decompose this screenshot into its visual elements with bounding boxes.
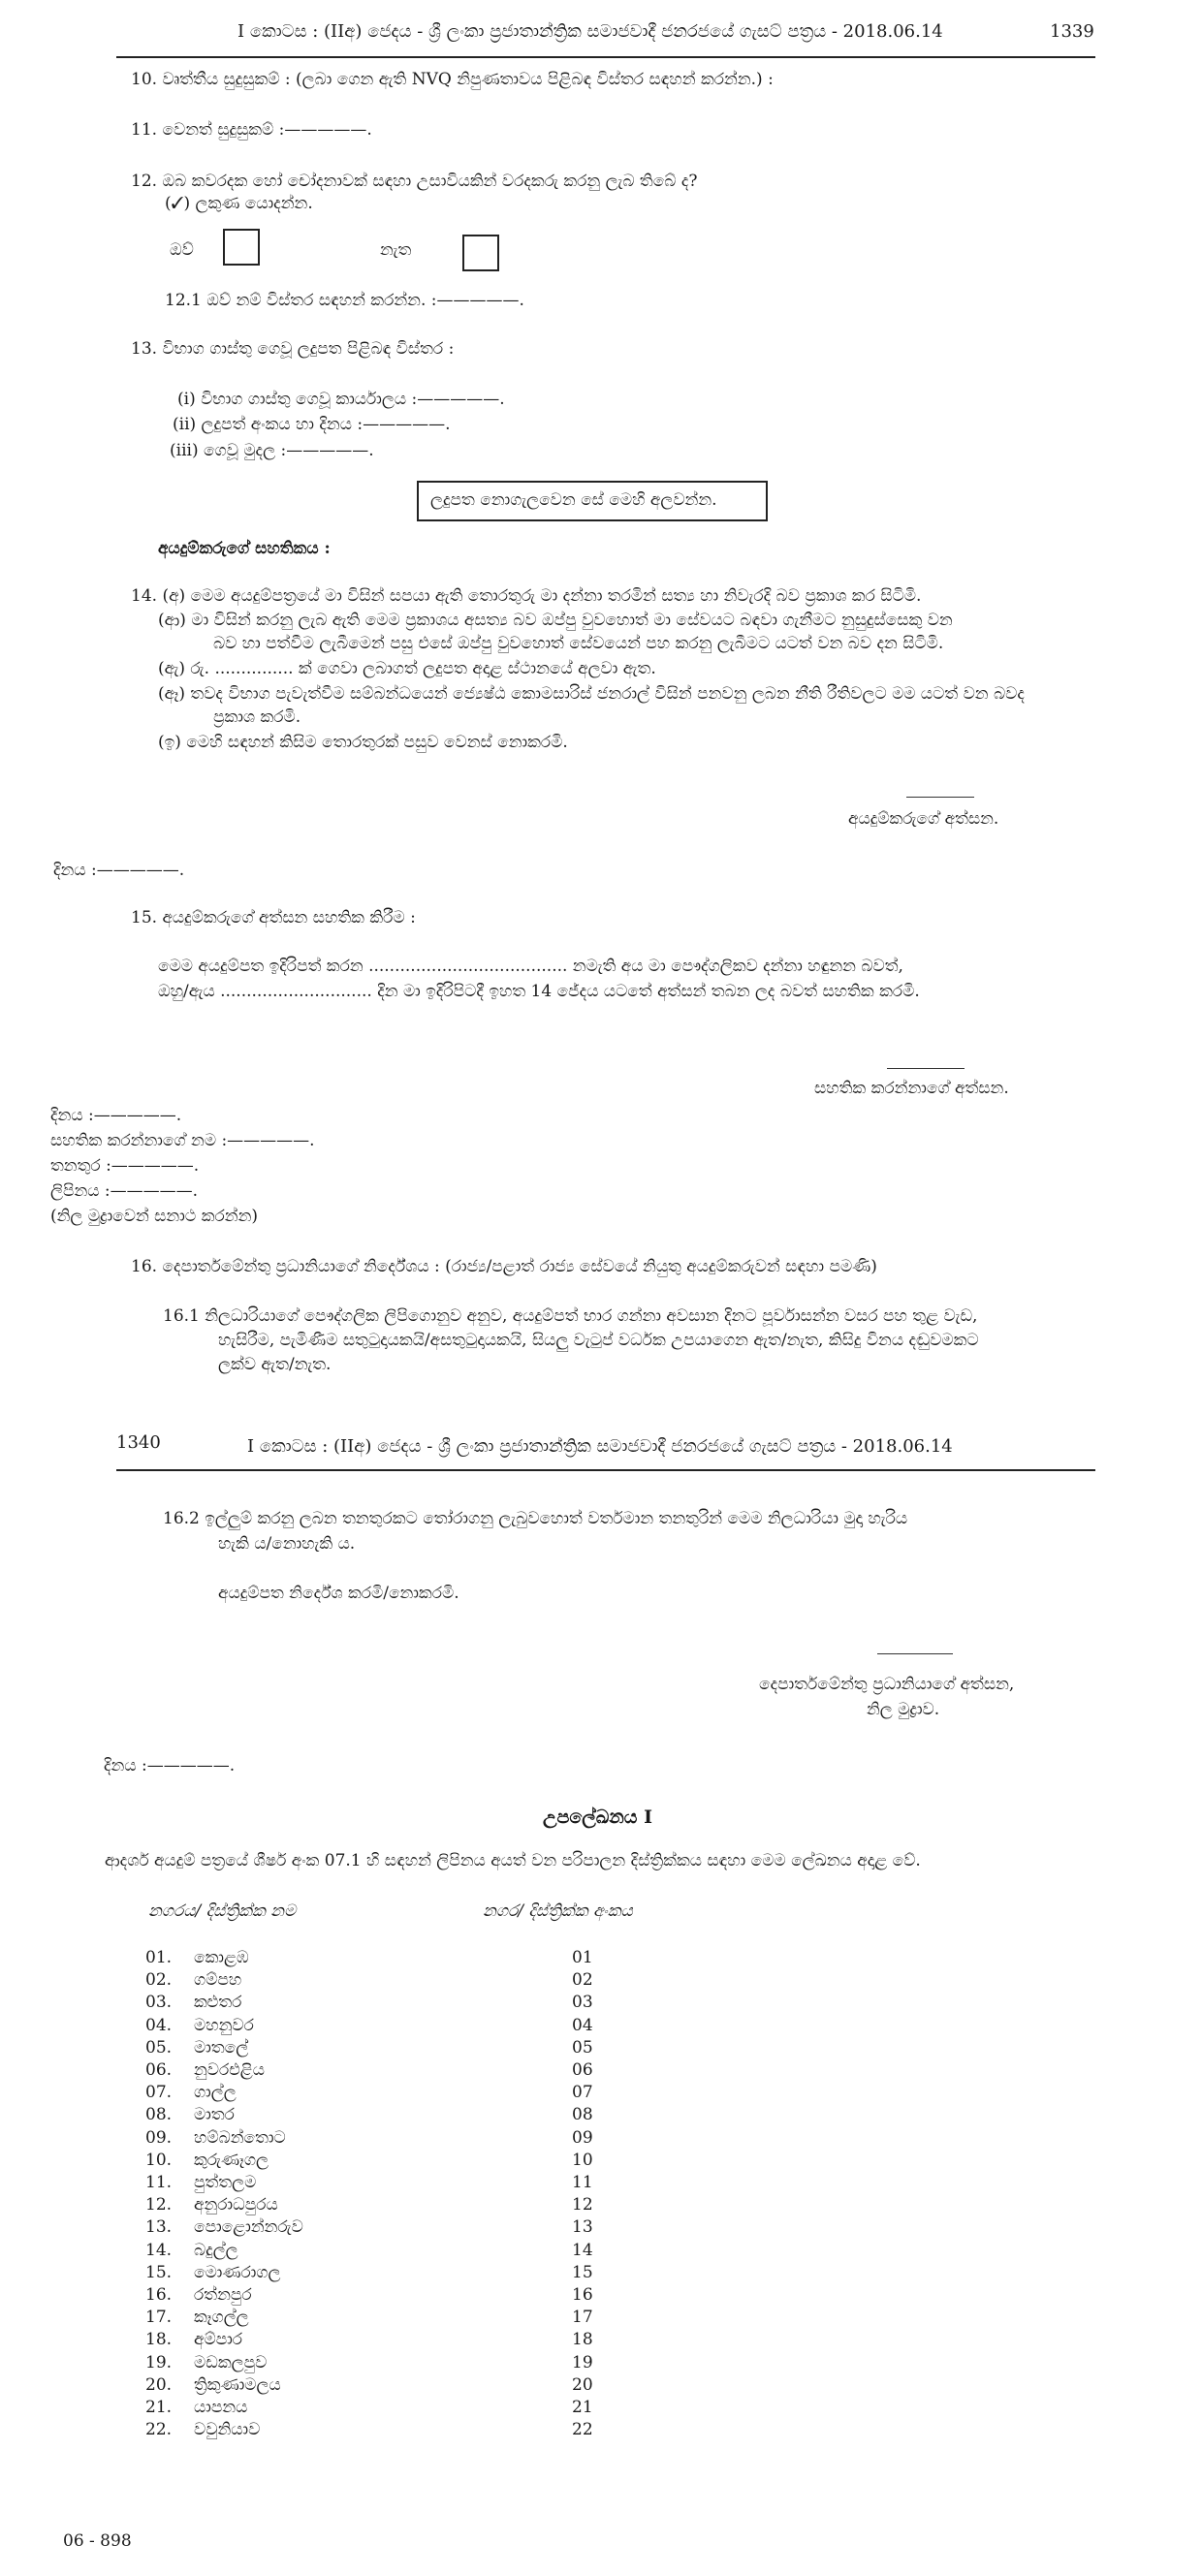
district-name: බදුල්ල — [194, 2240, 238, 2260]
district-code: 19 — [572, 2352, 593, 2372]
column-header-district-code: නගර/ දිස්ත්‍රික්ක අංකය — [483, 1901, 633, 1921]
district-number: 12. — [145, 2195, 173, 2215]
question-11: 11. වෙනත් සුදුසුකම් :—————. — [131, 120, 372, 140]
district-number: 19. — [145, 2352, 173, 2372]
question-14-ae: (ඇ) රු. ............... ක් ගෙවා ලබාගත් ලදුපත අදාළ ස්ථානයේ අලවා ඇත. — [158, 659, 656, 678]
district-number: 15. — [145, 2262, 173, 2282]
page2-header-rule — [116, 1469, 1095, 1471]
column-header-district-name: නගරය/ දිස්ත්‍රික්ක නම — [148, 1901, 297, 1921]
district-name: මහනුවර — [194, 2015, 254, 2035]
page2-number: 1340 — [116, 1432, 161, 1453]
district-name: වවුනියාව — [194, 2420, 261, 2440]
district-name: හම්බන්තොට — [194, 2127, 286, 2148]
district-name: ගම්පහ — [194, 1970, 242, 1991]
district-number: 21. — [145, 2398, 173, 2417]
question-15-line2: ඔහු/ඇය ............................. දින මා ඉදිරිපිටදී ඉහත 14 ජේදය යටතේ අත්සන් තබන ලද බවත් සහතික කරමි. — [158, 982, 920, 1001]
applicant-signature-line — [906, 797, 974, 798]
district-name: කළුතර — [194, 1993, 242, 2013]
district-number: 16. — [145, 2285, 173, 2305]
no-checkbox[interactable] — [462, 235, 499, 271]
district-name: කුරුණෑගල — [194, 2150, 269, 2170]
district-code: 06 — [572, 2060, 593, 2080]
district-number: 01. — [145, 1948, 173, 1967]
district-code: 03 — [572, 1993, 593, 2013]
district-number: 03. — [145, 1993, 173, 2013]
question-16: 16. දෙපාර්තමේන්තු ප්‍රධානියාගේ නිර්දේශය : (රාජ්‍ය/පළාත් රාජ්‍ය සේවයේ නියුතු අයදුම්කරුවන් සඳහා පමණි) — [131, 1257, 877, 1276]
applicant-signature-label: අයදුම්කරුගේ අත්සන. — [848, 809, 999, 829]
district-name: මාතර — [194, 2105, 235, 2125]
district-code: 17 — [572, 2308, 593, 2328]
question-12-hint: (✓) ලකුණ යොදන්න. — [165, 194, 313, 213]
district-code: 02 — [572, 1970, 593, 1991]
district-code: 11 — [572, 2173, 593, 2192]
head-date: දිනය :—————. — [104, 1756, 236, 1775]
district-name: ත්‍රිකුණාමලය — [194, 2374, 281, 2395]
district-number: 17. — [145, 2308, 173, 2328]
district-code: 18 — [572, 2330, 593, 2350]
district-number: 10. — [145, 2150, 173, 2170]
district-code: 07 — [572, 2083, 593, 2103]
district-code: 21 — [572, 2398, 593, 2417]
head-signature-label: දෙපාර්තමේන්තු ප්‍රධානියාගේ අත්සන, — [759, 1675, 1015, 1694]
question-14-a: 14. (අ) මෙම අයදුම්පත්‍රයේ මා විසින් සපයා ඇති තොරතුරු මා දන්නා තරමින් සත්‍ය හා නිවැරදි බව ප්‍රකාශ කර සිටිමි. — [131, 586, 922, 606]
footer-code: 06 - 898 — [63, 2531, 132, 2551]
district-number: 22. — [145, 2420, 173, 2440]
question-14-i-line2: ප්‍රකාශ කරමි. — [213, 707, 301, 727]
district-name: මඩකලපුව — [194, 2352, 268, 2372]
district-number: 14. — [145, 2240, 173, 2260]
district-number: 18. — [145, 2330, 173, 2350]
district-number: 04. — [145, 2015, 173, 2035]
question-13-ii: (ii) ලදුපත් අංකය හා දිනය :—————. — [173, 415, 451, 434]
question-14-e: (ඉ) මෙහි සඳහන් කිසිම තොරතුරක් පසුව වෙනස් නොකරමි. — [158, 733, 568, 752]
district-code: 13 — [572, 2217, 593, 2238]
page-number: 1339 — [1050, 21, 1094, 42]
district-number: 05. — [145, 2037, 173, 2058]
district-name: කොළඹ — [194, 1948, 249, 1967]
certifier-date: දිනය :—————. — [50, 1106, 182, 1125]
yes-label: ඔව් — [170, 240, 194, 260]
question-10: 10. වෘත්තීය සුදුසුකම් : (ලබා ගෙන ඇති NVQ නිපුණතාවය පිළිබඳ විස්තර සඳහන් කරන්න.) : — [131, 70, 774, 89]
district-number: 07. — [145, 2083, 173, 2103]
district-name: යාපනය — [194, 2398, 248, 2417]
district-name: මොණරාගල — [194, 2262, 281, 2282]
district-number: 09. — [145, 2127, 173, 2148]
page-header-title: I කොටස : (IIඅ) ජෙදය - ශ්‍රී ලංකා ප්‍රජාතාන්ත්‍රික සමාජවාදී ජනරජයේ ගැසට් පත්‍රය - 2018.06.14 — [237, 21, 943, 42]
recommendation: අයදුම්පත නිර්දේශ කරමි/නොකරමි. — [218, 1584, 459, 1603]
district-code: 09 — [572, 2127, 593, 2148]
head-official-seal: නිල මුද්‍රාව. — [867, 1700, 940, 1719]
question-16-1-line2: හැසිරීම, පැමිණීම සතුටුදායකයි/අසතුටුදායකයි, සියලු වැටුප් වර්ධක උපයාගෙන ඇත/නැත, කිසිදු විනය දඬුවමකට — [218, 1331, 979, 1350]
applicant-certificate-heading: අයදුම්කරුගේ සහතිකය : — [158, 539, 331, 558]
question-16-2-line2: හැකි ය/නොහැකි ය. — [218, 1534, 356, 1554]
district-code: 12 — [572, 2195, 593, 2215]
certifier-signature-line — [887, 1068, 965, 1069]
question-13-iii: (iii) ගෙවූ මුදල :—————. — [170, 441, 374, 460]
header-rule — [116, 56, 1095, 58]
district-code: 01 — [572, 1948, 593, 1967]
district-number: 11. — [145, 2173, 173, 2192]
question-16-1-line3: ලක්ව ඇත/නැත. — [218, 1355, 332, 1374]
district-code: 15 — [572, 2262, 593, 2282]
question-15-line1: මෙම අයදුම්පත ඉදිරිපත් කරන ...................................... නමැති අය මා පෞද්ගලිකව දන්නා හඳුනන බවත්, — [158, 957, 903, 976]
district-name: කෑගල්ල — [194, 2308, 249, 2328]
district-name: පොළොන්නරුව — [194, 2217, 303, 2238]
district-code: 10 — [572, 2150, 593, 2170]
district-name: මාතලේ — [194, 2037, 249, 2058]
question-16-1-line1: 16.1 නිලධාරියාගේ පෞද්ගලික ලිපිගොනුව අනුව, අයදුම්පත් භාර ගන්නා අවසාන දිනට පූර්වාසන්න වසර පහ තුළ වැඩ, — [163, 1306, 978, 1326]
question-14-aa-line1: (ආ) මා විසින් කරනු ලැබ ඇති මෙම ප්‍රකාශය අසත්‍ය බව ඔප්පු වුවහොත් මා සේවයට බඳවා ගැනීමට නුසුදුස්සෙකු වන — [158, 611, 953, 630]
certifier-signature-label: සහතික කරන්නාගේ අත්සන. — [814, 1079, 1009, 1098]
question-13: 13. විභාග ගාස්තු ගෙවූ ලදුපත පිළිබඳ විස්තර : — [131, 339, 455, 359]
district-code: 14 — [572, 2240, 593, 2260]
certifier-name: සහතික කරන්නාගේ නම :—————. — [50, 1131, 315, 1150]
district-name: ගාල්ල — [194, 2083, 237, 2103]
district-code: 22 — [572, 2420, 593, 2440]
district-number: 13. — [145, 2217, 173, 2238]
page2-header-title: I කොටස : (IIඅ) ජෙදය - ශ්‍රී ලංකා ප්‍රජාතාන්ත්‍රික සමාජවාදී ජනරජයේ ගැසට් පත්‍රය - 2018.06.14 — [247, 1436, 953, 1457]
certifier-seal-note: (නිල මුද්‍රාවෙන් සනාථ කරන්න) — [50, 1207, 259, 1226]
annex-title: උපලේඛනය I — [543, 1806, 652, 1828]
district-number: 06. — [145, 2060, 173, 2080]
district-code: 04 — [572, 2015, 593, 2035]
yes-checkbox[interactable] — [223, 229, 260, 266]
head-signature-line — [877, 1653, 953, 1654]
no-label: නැත — [380, 240, 412, 260]
question-16-2-line1: 16.2 ඉල්ලුම් කරනු ලබන තනතුරකට තෝරාගනු ලැබුවහොත් වර්තමාන තනතුරින් මෙම නිලධාරියා මුදා හැරිය — [163, 1509, 908, 1528]
district-name: නුවරඑළිය — [194, 2060, 265, 2080]
question-12-1: 12.1 ඔව් නම් විස්තර සඳහන් කරන්න. :—————. — [165, 291, 524, 310]
district-number: 20. — [145, 2374, 173, 2395]
district-number: 02. — [145, 1970, 173, 1991]
district-name: අම්පාර — [194, 2330, 243, 2350]
district-code: 16 — [572, 2285, 593, 2305]
certifier-address: ලිපිනය :—————. — [50, 1181, 199, 1201]
district-name: පුත්තලම — [194, 2173, 257, 2192]
district-name: අනුරාධපුරය — [194, 2195, 278, 2215]
district-code: 05 — [572, 2037, 593, 2058]
question-14-i-line1: (ඈ) තවද විභාග පැවැත්වීම සම්බන්ධයෙන් ජ්‍යෙෂ්ඨ කොමසාරිස් ජනරාල් විසින් පනවනු ලබන නීති රීතිවලට මම යටත් වන බවද — [158, 684, 1025, 704]
question-15: 15. අයදුම්කරුගේ අත්සන සහතික කිරීම : — [131, 908, 416, 927]
district-name: රත්නපුර — [194, 2285, 252, 2305]
district-code: 08 — [572, 2105, 593, 2125]
question-13-i: (i) විභාග ගාස්තු ගෙවූ කාර්යාලය :—————. — [177, 390, 505, 409]
receipt-paste-label: ලදුපත නොගැලවෙන සේ මෙහි අලවන්න. — [430, 490, 717, 510]
question-14-aa-line2: බව හා පත්වීම ලැබීමෙන් පසු එසේ ඔප්පු වුවහොත් සේවයෙන් පහ කරනු ලැබීමට යටත් වන බව දන සිටිමි. — [213, 634, 944, 653]
applicant-date: දිනය :—————. — [53, 861, 185, 880]
question-12: 12. ඔබ කවරදක හෝ චෝදනාවක් සඳහා උසාවියකින් වරදකරු කරනු ලැබ තිබේ ද? — [131, 172, 698, 191]
district-code: 20 — [572, 2374, 593, 2395]
certifier-post: තනතුර :—————. — [50, 1156, 200, 1176]
annex-intro: ආදර්ශ අයදුම් පත්‍රයේ ශීර්ෂ අංක 07.1 හි සඳහන් ලිපිනය අයත් වන පරිපාලන දිස්ත්‍රික්කය සඳහා මෙම ලේඛනය අදාළ වේ. — [105, 1851, 921, 1870]
district-number: 08. — [145, 2105, 173, 2125]
